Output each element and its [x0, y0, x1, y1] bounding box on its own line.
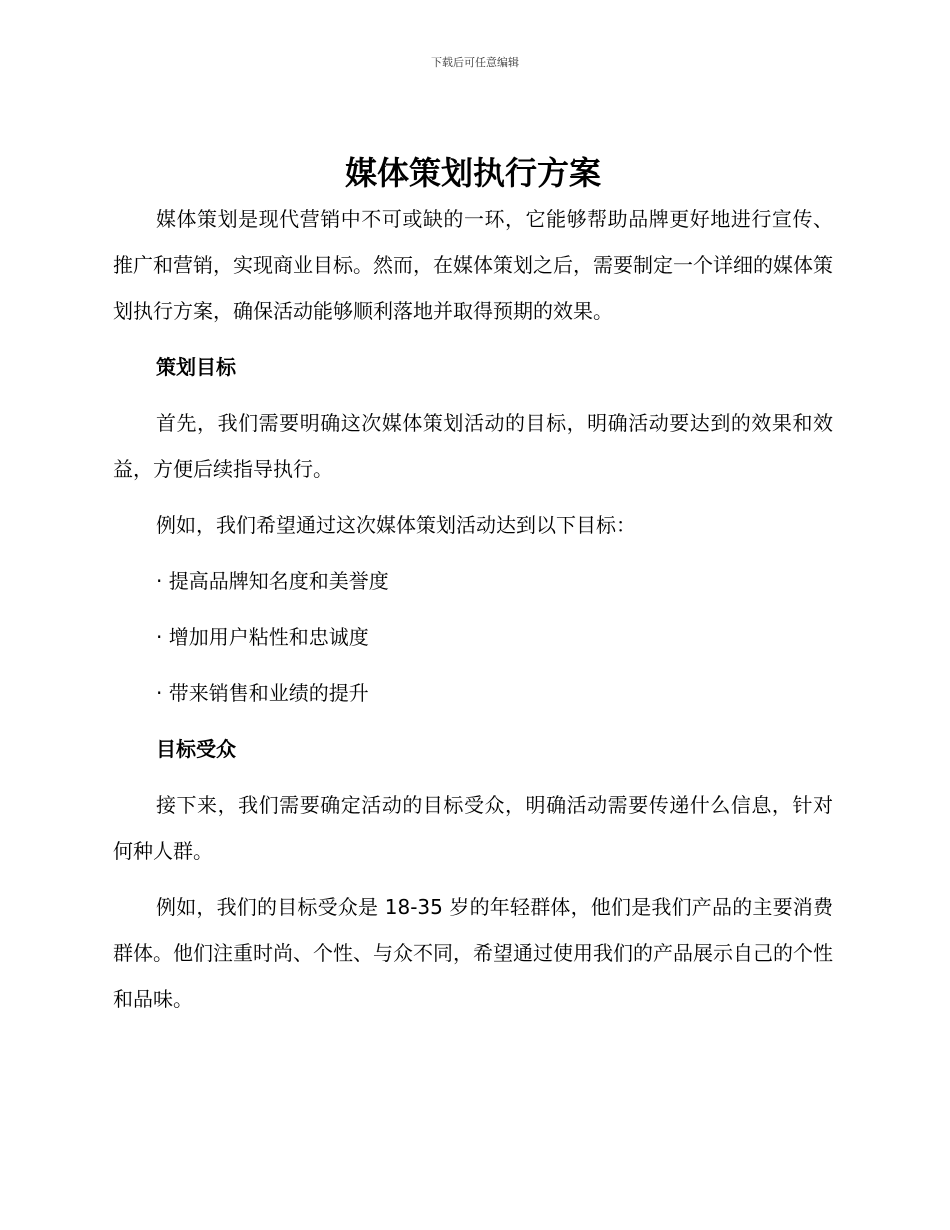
- audience-example-paragraph: 例如，我们的目标受众是 18-35 岁的年轻群体，他们是我们产品的主要消费群体。他们注重时尚、个性、与众不同，希望通过使用我们的产品展示自己的个性和品味。: [113, 895, 833, 1011]
- document-title: 媒体策划执行方案: [344, 154, 601, 192]
- goal-bullet-item: · 带来销售和业绩的提升: [156, 681, 369, 705]
- goals-example-paragraph: 例如，我们希望通过这次媒体策划活动达到以下目标：: [156, 513, 636, 537]
- section-heading-goals: 策划目标: [156, 355, 236, 379]
- goal-bullet-item: · 提高品牌知名度和美誉度: [156, 569, 389, 593]
- document-body: [113, 150, 833, 1022]
- header-note: 下载后可任意编辑: [431, 56, 519, 69]
- goals-paragraph: 首先，我们需要明确这次媒体策划活动的目标，明确活动要达到的效果和效益，方便后续指导执行。: [113, 411, 833, 481]
- audience-paragraph: 接下来，我们需要确定活动的目标受众，明确活动需要传递什么信息，针对何种人群。: [113, 793, 833, 863]
- goal-bullet-item: · 增加用户粘性和忠诚度: [156, 625, 369, 649]
- intro-paragraph: 媒体策划是现代营销中不可或缺的一环，它能够帮助品牌更好地进行宣传、推广和营销，实现商业目标。然而，在媒体策划之后，需要制定一个详细的媒体策划执行方案，确保活动能够顺利落地并取得预期的效果。: [113, 207, 833, 323]
- section-heading-audience: 目标受众: [156, 737, 236, 761]
